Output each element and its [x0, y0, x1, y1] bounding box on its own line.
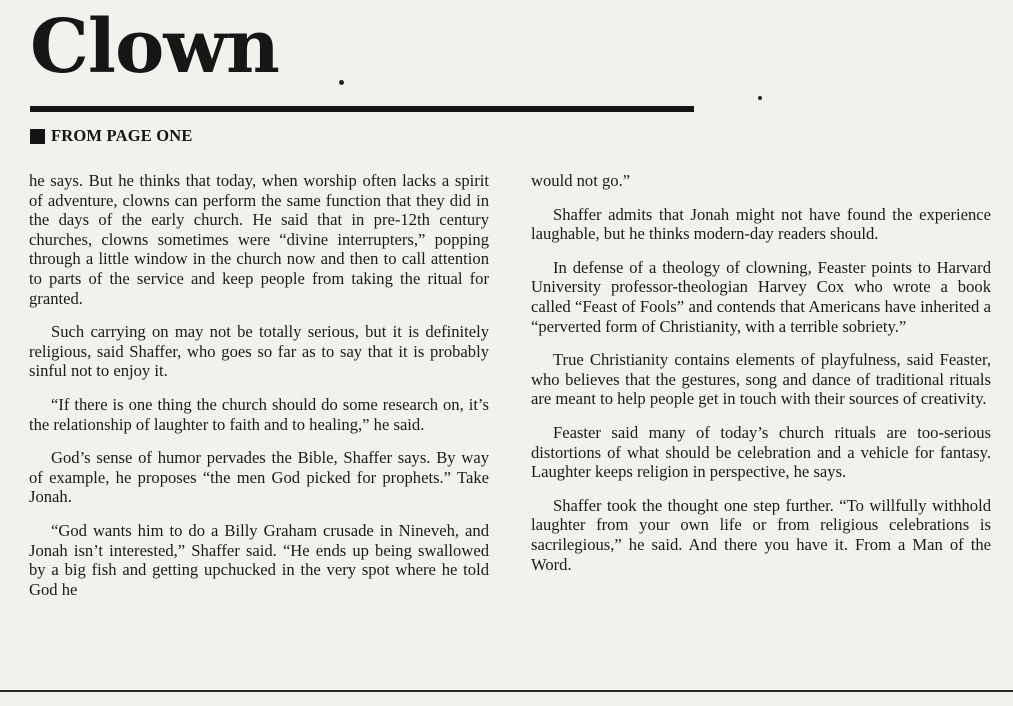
paragraph: Shaffer admits that Jonah might not have found the experience laughable, but he thinks modern-day readers should.	[531, 204, 991, 244]
left-column	[29, 171, 489, 613]
continued-label: FROM PAGE ONE	[51, 126, 193, 145]
square-bullet-icon	[30, 129, 45, 144]
headline: Clown	[30, 4, 279, 90]
paragraph: Shaffer took the thought one step further. “To willfully withhold laughter from your own life or from religious celebrations is sacrilegious,” he said. And there you have it. From a Man of the Word.	[531, 495, 991, 574]
paragraph: would not go.”	[531, 171, 631, 190]
paragraph: “God wants him to do a Billy Graham crusade in Nineveh, and Jonah isn’t interested,” Shaffer said. “He ends up being swallowed by a big fish and getting upchucked in the very spot where he told God he	[29, 520, 489, 599]
paragraph: he says. But he thinks that today, when worship often lacks a spirit of adventure, clowns can perform the same function that they did in the days of the early church. He said that in pre-12th century churches, clowns sometimes were “divine interrupters,” popping through a little window in the church now and then to call attention to parts of the service and keep people from taking the ritual for granted.	[29, 171, 489, 308]
paragraph: In defense of a theology of clowning, Feaster points to Harvard University professor-theologian Harvey Cox who wrote a book called “Feast of Fools” and contends that Americans have inherited a “perverted form of Christianity, with a terrible sobriety.”	[531, 257, 991, 336]
bottom-rule	[0, 690, 1013, 692]
paragraph: “If there is one thing the church should do some research on, it’s the relationship of laughter to faith and to healing,” he said.	[29, 394, 489, 434]
headline-rule	[30, 106, 694, 112]
ink-speck	[339, 80, 344, 85]
paragraph: Such carrying on may not be totally serious, but it is definitely religious, said Shaffer, who goes so far as to say that it is probably sinful not to enjoy it.	[29, 322, 489, 381]
continued-from-line	[30, 126, 193, 146]
right-column	[531, 171, 991, 588]
ink-speck	[758, 96, 762, 100]
paragraph: True Christianity contains elements of playfulness, said Feaster, who believes that the gestures, song and dance of traditional rituals are meant to help people get in touch with their sources of creativity.	[531, 350, 991, 409]
paragraph: God’s sense of humor pervades the Bible, Shaffer says. By way of example, he proposes “the men God picked for prophets.” Take Jonah.	[29, 448, 489, 507]
paragraph: Feaster said many of today’s church rituals are too-serious distortions of what should be celebration and a vehicle for fantasy. Laughter keeps religion in perspective, he says.	[531, 422, 991, 482]
